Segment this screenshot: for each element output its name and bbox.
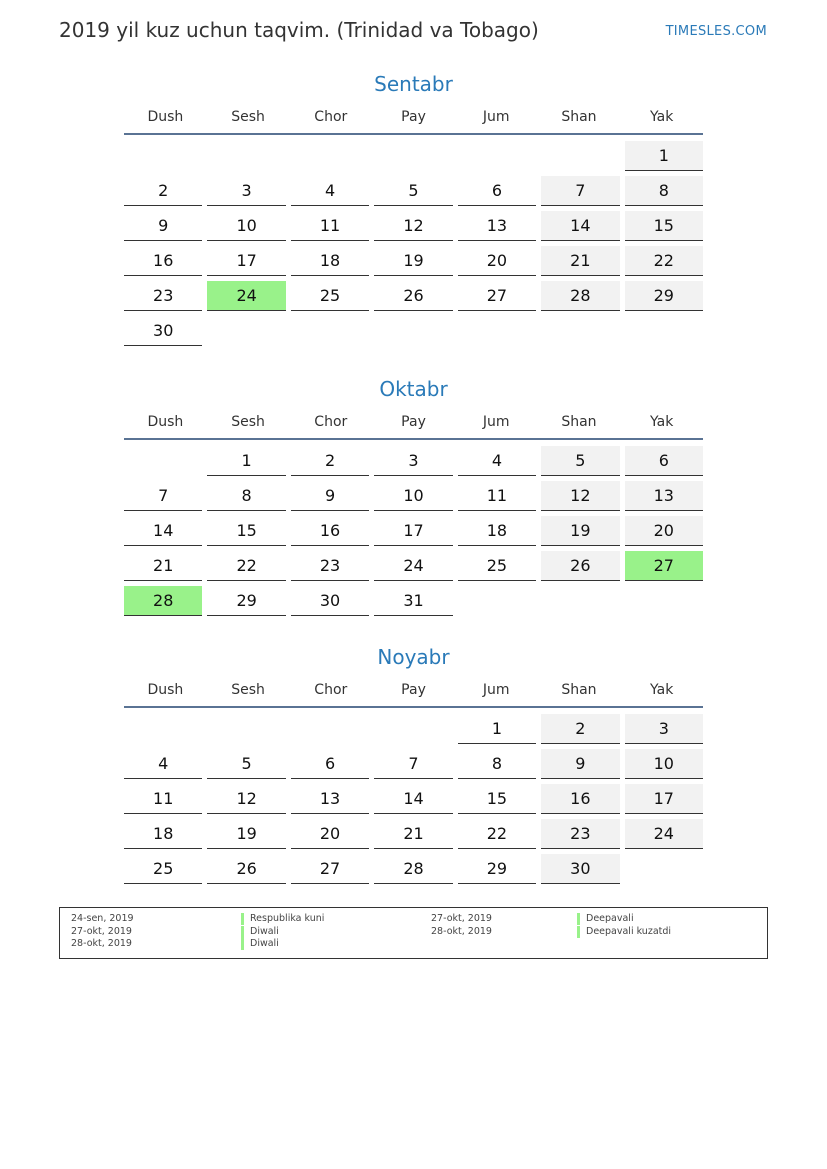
day-cell: 7 [541,176,619,206]
day-cell: 18 [458,516,536,546]
day-cell: 6 [625,446,703,476]
day-grid [124,141,703,346]
day-cell: 31 [374,586,452,616]
day-cell: 14 [374,784,452,814]
day-cell: 20 [291,819,369,849]
holiday-day-cell: 28 [124,586,202,616]
page-title: 2019 yil kuz uchun taqvim. (Trinidad va Tobago) [59,18,539,42]
day-cell: 11 [291,211,369,241]
day-cell: 25 [458,551,536,581]
legend-date: 27-okt, 2019 [431,913,492,924]
day-cell: 21 [374,819,452,849]
day-cell: 12 [374,211,452,241]
day-cell: 13 [625,481,703,511]
empty-cell [458,141,536,170]
day-cell: 16 [541,784,619,814]
day-cell: 1 [458,714,536,744]
day-cell: 9 [124,211,202,241]
month-calendar [124,375,703,616]
weekday-label: Chor [314,682,348,698]
day-cell: 13 [291,784,369,814]
site-link[interactable]: TIMESLES.COM [665,24,767,39]
weekday-label: Pay [401,414,426,430]
day-cell: 19 [374,246,452,276]
day-cell: 1 [625,141,703,171]
legend-name: Diwali [241,926,279,938]
day-cell: 22 [207,551,285,581]
day-cell: 16 [291,516,369,546]
day-cell: 27 [291,854,369,884]
day-cell: 10 [625,749,703,779]
day-cell: 26 [207,854,285,884]
day-cell: 7 [124,481,202,511]
day-cell: 26 [541,551,619,581]
weekday-label: Jum [482,682,510,698]
weekday-label: Shan [561,682,597,698]
day-cell: 3 [207,176,285,206]
legend-name: Deepavali [577,913,634,925]
day-cell: 5 [374,176,452,206]
day-cell: 7 [374,749,452,779]
day-grid [124,714,703,884]
day-cell: 9 [291,481,369,511]
day-cell: 21 [124,551,202,581]
day-cell: 15 [625,211,703,241]
day-cell: 17 [625,784,703,814]
day-cell: 2 [541,714,619,744]
weekday-label: Dush [147,682,184,698]
weekday-label: Sesh [231,682,265,698]
day-cell: 5 [207,749,285,779]
month-title: Noyabr [377,645,450,669]
month-title: Oktabr [379,377,448,401]
empty-cell [207,141,285,170]
holiday-day-cell: 24 [207,281,285,311]
day-grid [124,446,703,616]
day-cell: 8 [625,176,703,206]
day-cell: 10 [207,211,285,241]
day-cell: 14 [124,516,202,546]
month-title: Sentabr [374,72,453,96]
day-cell: 15 [207,516,285,546]
weekday-label: Chor [314,414,348,430]
holiday-legend [59,907,768,959]
day-cell: 3 [374,446,452,476]
day-cell: 12 [541,481,619,511]
day-cell: 19 [207,819,285,849]
weekday-label: Pay [401,109,426,125]
day-cell: 18 [124,819,202,849]
weekday-label: Shan [561,414,597,430]
weekday-label: Dush [147,414,184,430]
weekday-label: Dush [147,109,184,125]
day-cell: 22 [625,246,703,276]
day-cell: 21 [541,246,619,276]
empty-cell [374,714,452,743]
day-cell: 13 [458,211,536,241]
day-cell: 15 [458,784,536,814]
day-cell: 20 [458,246,536,276]
legend-date: 27-okt, 2019 [71,926,132,937]
weekday-header [124,109,703,135]
legend-name: Deepavali kuzatdi [577,926,671,938]
day-cell: 11 [124,784,202,814]
day-cell: 8 [458,749,536,779]
day-cell: 29 [458,854,536,884]
weekday-label: Sesh [231,109,265,125]
weekday-label: Sesh [231,414,265,430]
empty-cell [207,714,285,743]
legend-name: Respublika kuni [241,913,324,925]
day-cell: 28 [541,281,619,311]
empty-cell [291,714,369,743]
day-cell: 27 [458,281,536,311]
day-cell: 24 [374,551,452,581]
empty-cell [291,141,369,170]
weekday-label: Yak [650,414,674,430]
weekday-label: Jum [482,414,510,430]
day-cell: 6 [291,749,369,779]
empty-cell [124,714,202,743]
day-cell: 26 [374,281,452,311]
month-calendar [124,70,703,346]
day-cell: 16 [124,246,202,276]
empty-cell [541,141,619,170]
weekday-label: Yak [650,109,674,125]
day-cell: 22 [458,819,536,849]
day-cell: 14 [541,211,619,241]
day-cell: 23 [541,819,619,849]
day-cell: 19 [541,516,619,546]
day-cell: 30 [124,316,202,346]
legend-date: 24-sen, 2019 [71,913,134,924]
day-cell: 25 [124,854,202,884]
legend-date: 28-okt, 2019 [71,938,132,949]
day-cell: 29 [625,281,703,311]
day-cell: 23 [291,551,369,581]
day-cell: 10 [374,481,452,511]
day-cell: 20 [625,516,703,546]
day-cell: 2 [291,446,369,476]
weekday-header [124,414,703,440]
day-cell: 18 [291,246,369,276]
day-cell: 30 [541,854,619,884]
day-cell: 8 [207,481,285,511]
day-cell: 30 [291,586,369,616]
day-cell: 6 [458,176,536,206]
day-cell: 29 [207,586,285,616]
day-cell: 17 [207,246,285,276]
day-cell: 23 [124,281,202,311]
day-cell: 4 [458,446,536,476]
day-cell: 3 [625,714,703,744]
day-cell: 4 [124,749,202,779]
weekday-label: Yak [650,682,674,698]
weekday-label: Pay [401,682,426,698]
legend-date: 28-okt, 2019 [431,926,492,937]
legend-name: Diwali [241,938,279,950]
month-calendar [124,643,703,884]
day-cell: 17 [374,516,452,546]
day-cell: 9 [541,749,619,779]
day-cell: 5 [541,446,619,476]
day-cell: 12 [207,784,285,814]
day-cell: 4 [291,176,369,206]
day-cell: 24 [625,819,703,849]
weekday-label: Shan [561,109,597,125]
day-cell: 1 [207,446,285,476]
day-cell: 25 [291,281,369,311]
day-cell: 28 [374,854,452,884]
weekday-label: Jum [482,109,510,125]
empty-cell [124,446,202,475]
day-cell: 11 [458,481,536,511]
weekday-header [124,682,703,708]
empty-cell [124,141,202,170]
weekday-label: Chor [314,109,348,125]
day-cell: 2 [124,176,202,206]
holiday-day-cell: 27 [625,551,703,581]
empty-cell [374,141,452,170]
